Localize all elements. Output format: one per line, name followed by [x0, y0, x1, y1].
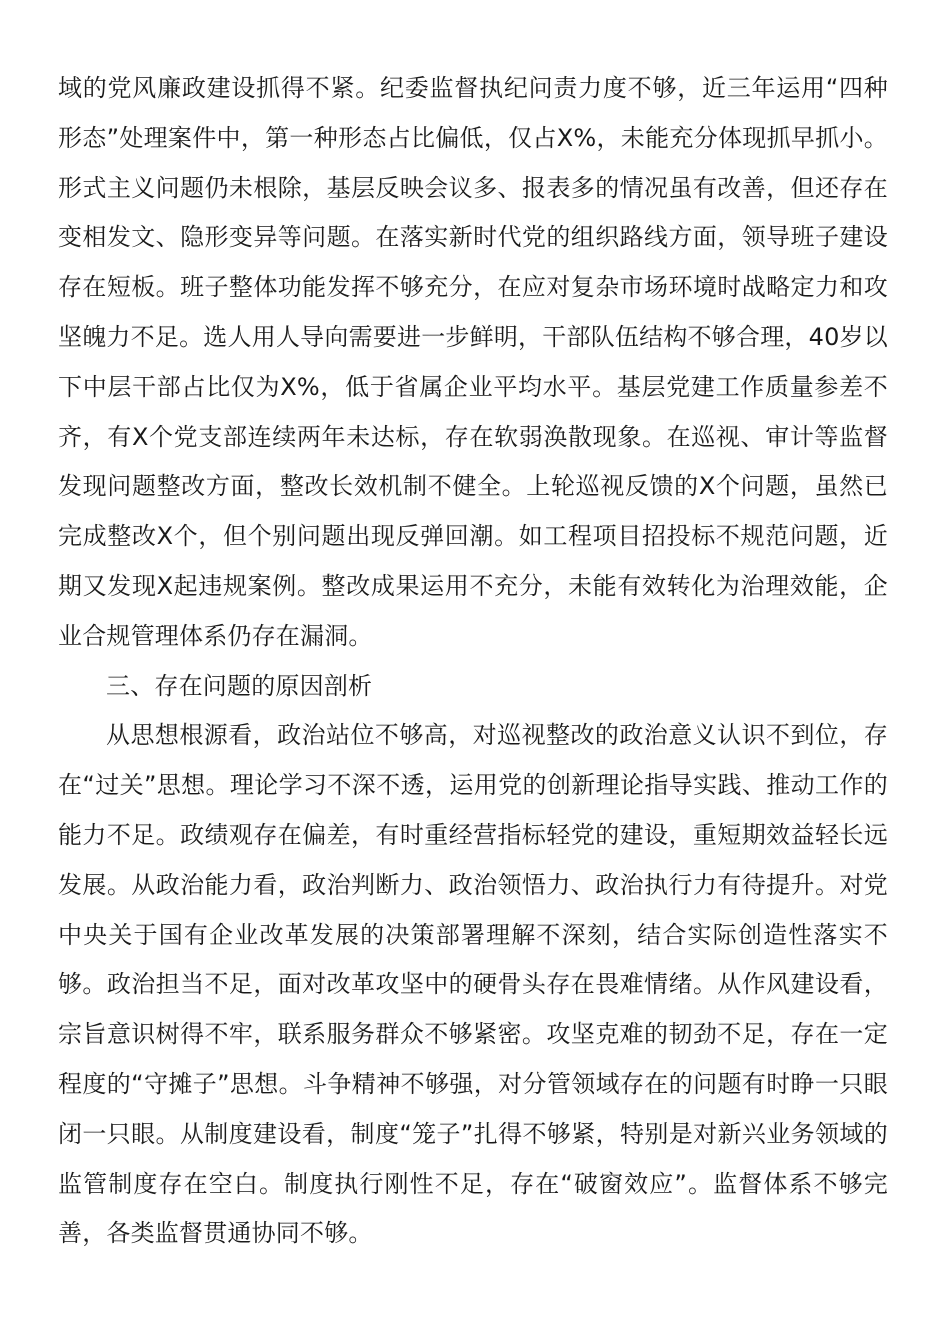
section-heading: 三、存在问题的原因剖析	[106, 671, 373, 700]
paragraph-causes: 从思想根源看，政治站位不够高，对巡视整改的政治意义认识不到位，存在“过关”思想。理论学习不深不透，运用党的创新理论指导实践、推动工作的能力不足。政绩观存在偏差，有时重经营指标轻党的建设，重短期效益轻长远发展。从政治能力看，政治判断力、政治领悟力、政治执行力有待提升。对党中央关于国有企业改革发展的决策部署理解不深刻，结合实际创造性落实不够。政治担当不足，面对改革攻坚中的硬骨头存在畏难情绪。从作风建设看，宗旨意识树得不牢，联系服务群众不够紧密。攻坚克难的韧劲不足，存在一定程度的“守摊子”思想。斗争精神不够强，对分管领域存在的问题有时睁一只眼闭一只眼。从制度建设看，制度“笼子”扎得不够紧，特别是对新兴业务领域的监管制度存在空白。制度执行刚性不足，存在“破窗效应”。监督体系不够完善，各类监督贯通协同不够。	[58, 721, 888, 1248]
document-body	[58, 64, 888, 1259]
paragraph-continued: 域的党风廉政建设抓得不紧。纪委监督执纪问责力度不够，近三年运用“四种形态”处理案件中，第一种形态占比偏低，仅占X%，未能充分体现抓早抓小。形式主义问题仍未根除，基层反映会议多、报表多的情况虽有改善，但还存在变相发文、隐形变异等问题。在落实新时代党的组织路线方面，领导班子建设存在短板。班子整体功能发挥不够充分，在应对复杂市场环境时战略定力和攻坚魄力不足。选人用人导向需要进一步鲜明，干部队伍结构不够合理，40岁以下中层干部占比仅为X%，低于省属企业平均水平。基层党建工作质量参差不齐，有X个党支部连续两年未达标，存在软弱涣散现象。在巡视、审计等监督发现问题整改方面，整改长效机制不健全。上轮巡视反馈的X个问题，虽然已完成整改X个，但个别问题出现反弹回潮。如工程项目招投标不规范问题，近期又发现X起违规案例。整改成果运用不充分，未能有效转化为治理效能，企业合规管理体系仍存在漏洞。	[58, 74, 888, 650]
